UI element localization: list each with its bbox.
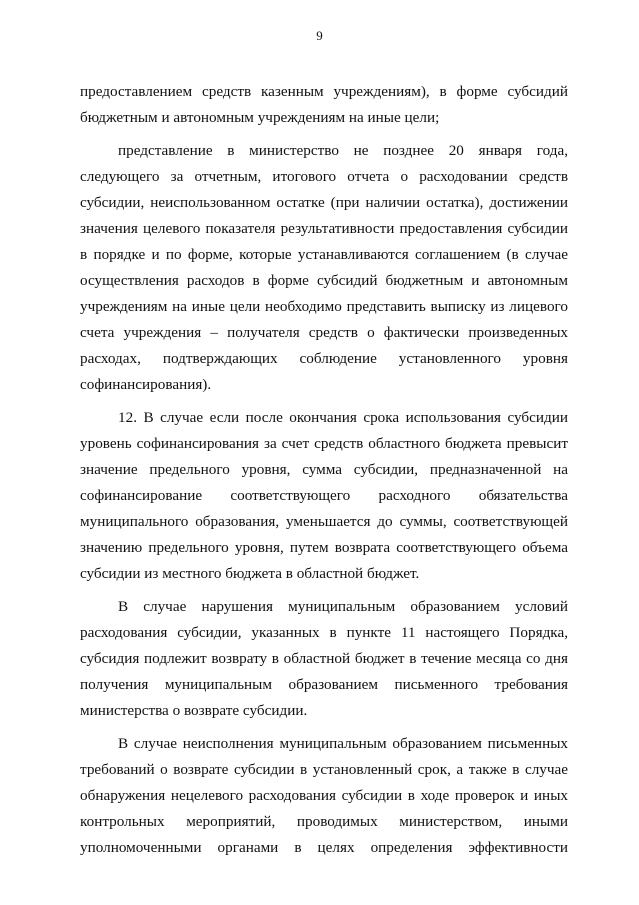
page-number: 9 [316,28,323,43]
paragraph [80,405,568,587]
text-line: В случае нарушения муниципальным образованием условий [118,598,568,615]
text-line: уровень софинансирования за счет средств областного бюджета превысит [80,435,568,452]
text-line: министерства о возврате субсидии. [80,702,308,719]
text-line: муниципального образования, уменьшается до суммы, соответствующей [80,513,568,530]
text-line: расходах, подтверждающих соблюдение установленного уровня [80,350,568,367]
text-line: счета учреждения – получателя средств о фактически произведенных [80,324,568,341]
text-line: расходования субсидии, указанных в пункте 11 настоящего Порядка, [80,624,568,641]
text-line: 12. В случае если после окончания срока использования субсидии [118,409,568,426]
text-line: значению предельного уровня, путем возврата соответствующего объема [80,539,568,556]
text-line: осуществления расходов в форме субсидий бюджетным и автономным [80,272,568,289]
text-line: субсидии из местного бюджета в областной бюджет. [80,565,420,582]
text-line: следующего за отчетным, итогового отчета о расходовании средств [80,168,568,185]
paragraph [80,79,568,131]
text-line: значения целевого показателя результативности предоставления субсидии [80,220,568,237]
text-line: учреждениям на иные цели необходимо представить выписку из лицевого [80,298,568,315]
text-line: в порядке и по форме, которые устанавливаются соглашением (в случае [80,246,568,263]
paragraph [80,138,568,398]
text-line: уполномоченными органами в целях определения эффективности [80,839,568,856]
text-line: субсидии, неиспользованном остатке (при наличии остатка), достижении [80,194,568,211]
text-line: предоставлением средств казенным учреждениям), в форме субсидий [80,83,568,100]
text-line: софинансирования). [80,376,212,393]
text-line: контрольных мероприятий, проводимых министерством, иными [80,813,568,830]
paragraph [80,594,568,724]
document-body [80,79,568,861]
text-line: получения муниципальным образованием письменного требования [80,676,568,693]
text-line: значение предельного уровня, сумма субсидии, предназначенной на [80,461,568,478]
text-line: обнаружения нецелевого расходования субсидии в ходе проверок и иных [80,787,568,804]
text-line: требований о возврате субсидии в установленный срок, а также в случае [80,761,568,778]
text-line: бюджетным и автономным учреждениям на иные цели; [80,109,440,126]
text-line: В случае неисполнения муниципальным образованием письменных [118,735,568,752]
paragraph [80,731,568,861]
text-line: представление в министерство не позднее 20 января года, [118,142,568,159]
text-line: софинансирование соответствующего расходного обязательства [80,487,568,504]
text-line: субсидия подлежит возврату в областной бюджет в течение месяца со дня [80,650,568,667]
